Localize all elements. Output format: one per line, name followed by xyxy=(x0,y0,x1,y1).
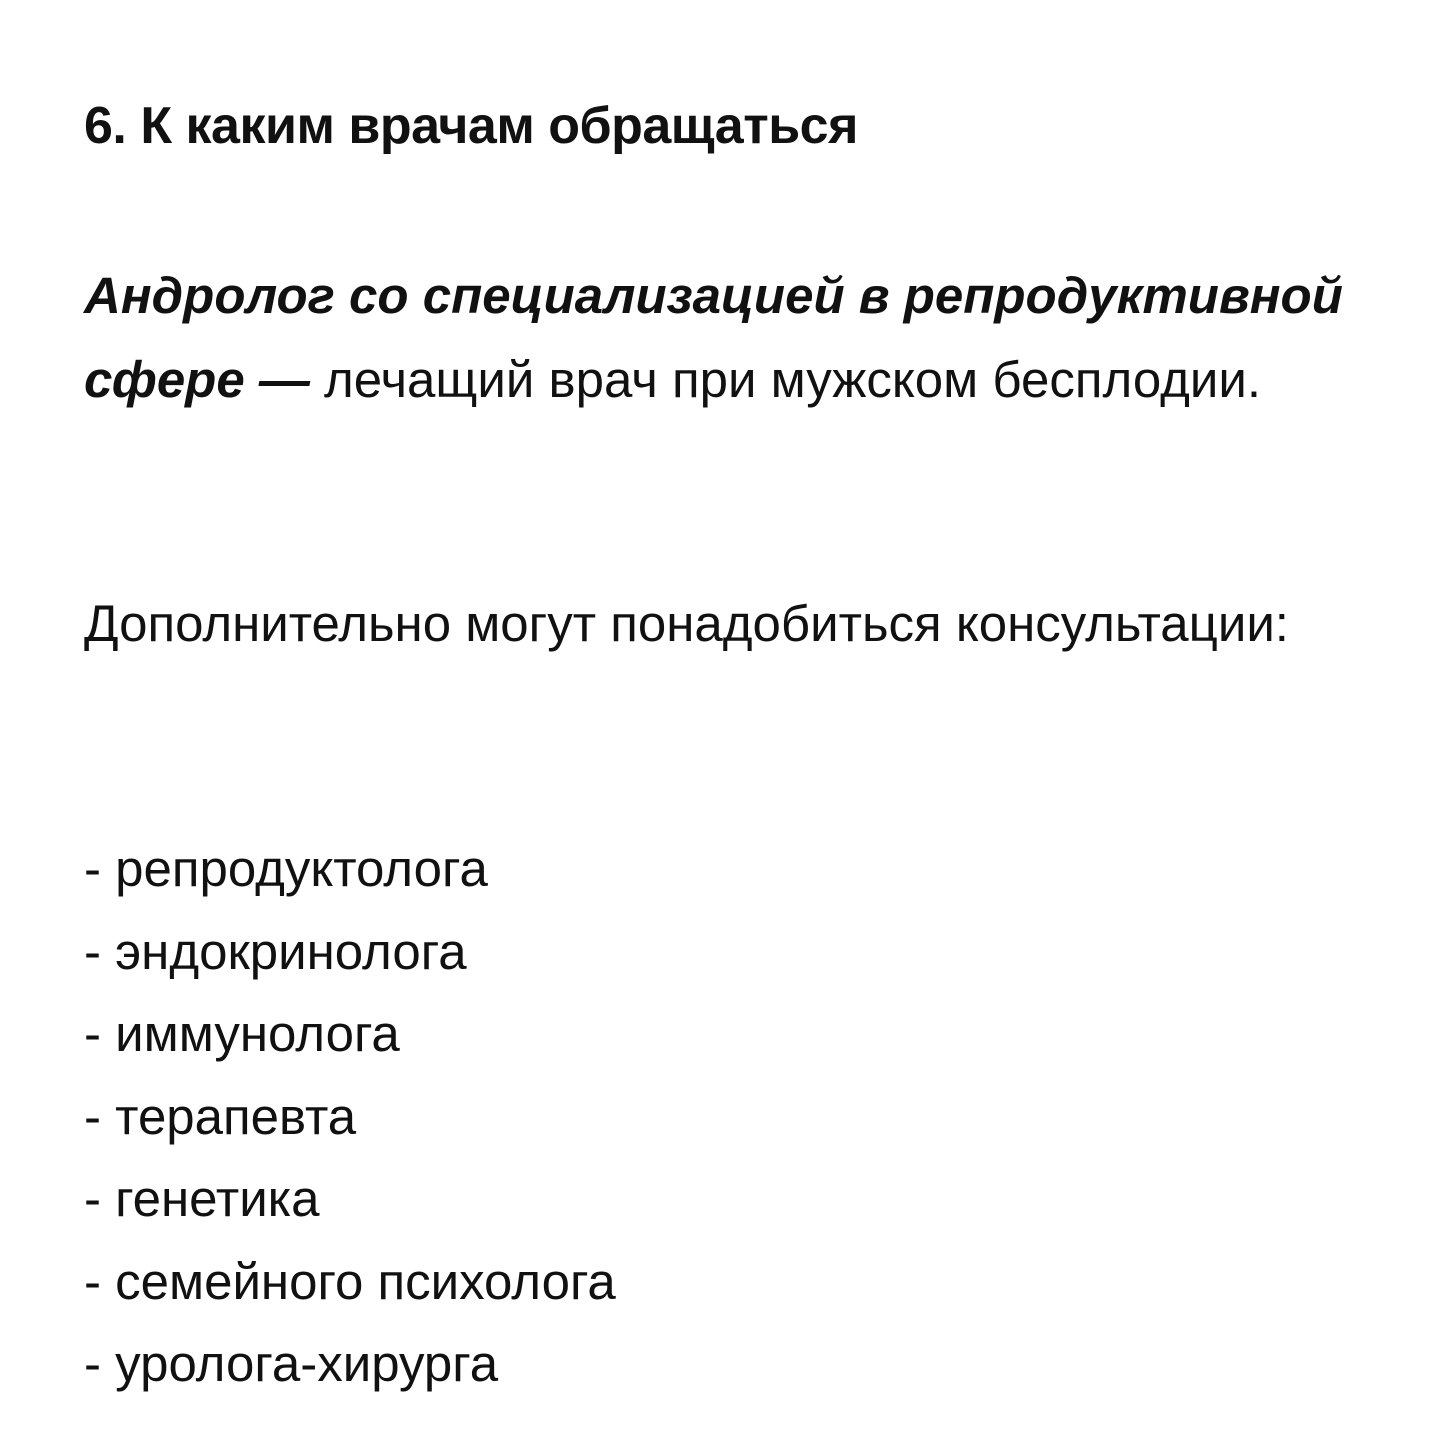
additional-consultations-text: Дополнительно могут понадобиться консультации: xyxy=(84,595,1289,652)
list-item: - иммунолога xyxy=(84,1005,400,1062)
list-item: - генетика xyxy=(84,1170,320,1227)
list-item: - эндокринолога xyxy=(84,922,467,980)
primary-doctor-description: лечащий врач при мужском бесплодии. xyxy=(324,351,1261,408)
specialists-list xyxy=(84,828,616,1406)
list-item: - репродуктолога xyxy=(84,840,488,897)
section-heading: 6. К каким врачам обращаться xyxy=(84,97,858,155)
primary-doctor-term: Андролог со специализацией в репродуктивной сфере xyxy=(84,267,1343,408)
list-item: - терапевта xyxy=(84,1087,357,1145)
list-item: - уролога-хирурга xyxy=(84,1335,499,1392)
list-item: - семейного психолога xyxy=(84,1252,616,1310)
term-dash: — xyxy=(258,351,310,408)
primary-doctor-paragraph xyxy=(84,254,1344,422)
